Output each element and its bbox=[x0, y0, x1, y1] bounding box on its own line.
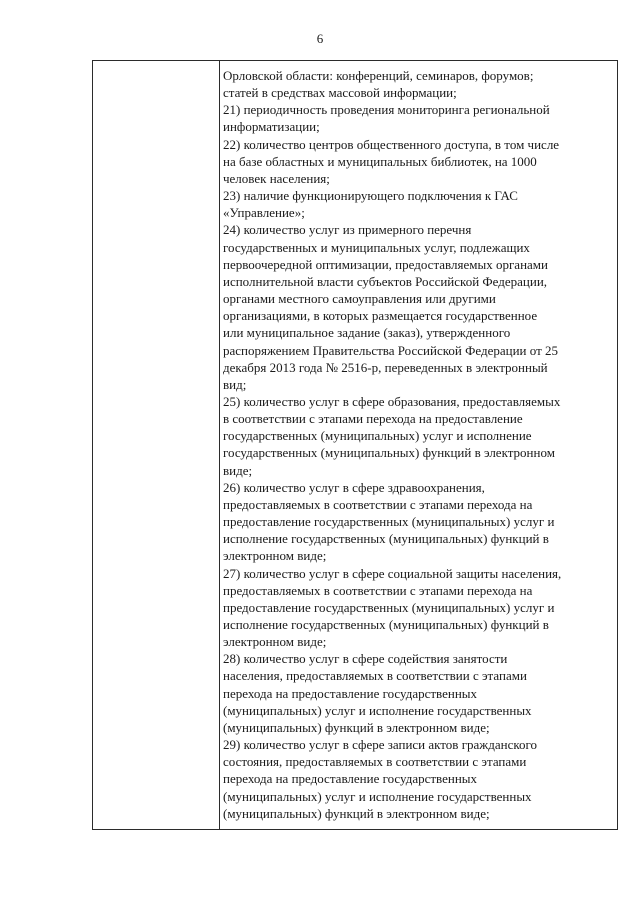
list-item bbox=[223, 479, 613, 565]
list-item-line: виде; bbox=[223, 462, 253, 478]
list-item bbox=[223, 101, 613, 135]
list-item-line: состояния, предоставляемых в соответствии с этапами bbox=[223, 754, 527, 770]
list-item-line: 25) количество услуг в сфере образования, предоставляемых bbox=[223, 393, 561, 409]
list-item-line: первоочередной оптимизации, предоставляемых органами bbox=[223, 256, 548, 272]
list-item-line: декабря 2013 года № 2516-р, переведенных в электронный bbox=[223, 359, 548, 375]
list-item-line: исполнение государственных (муниципальных) функций в bbox=[223, 531, 549, 547]
list-item-line: 23) наличие функционирующего подключения к ГАС bbox=[223, 188, 518, 204]
list-item-line: электронном виде; bbox=[223, 548, 327, 564]
list-item-line: государственных (муниципальных) услуг и исполнение bbox=[223, 428, 532, 444]
list-item-line: информатизации; bbox=[223, 119, 320, 135]
list-item-line: 27) количество услуг в сфере социальной защиты населения, bbox=[223, 565, 562, 581]
list-item-line: «Управление»; bbox=[223, 205, 305, 221]
list-item-line: на базе областных и муниципальных библиотек, на 1000 bbox=[223, 153, 537, 169]
list-item-line: предоставляемых в соответствии с этапами перехода на bbox=[223, 582, 533, 598]
list-item bbox=[223, 67, 613, 101]
list-item-line: исполнение государственных (муниципальных) функций в bbox=[223, 617, 549, 632]
list-item-line: государственных и муниципальных услуг, подлежащих bbox=[223, 239, 530, 255]
list-item-line: вид; bbox=[223, 376, 247, 392]
list-item-line: электронном виде; bbox=[223, 634, 327, 650]
list-item-line: перехода на предоставление государственных bbox=[223, 685, 478, 701]
list-item-line: 29) количество услуг в сфере записи актов гражданского bbox=[223, 737, 538, 753]
list-item-line: распоряжением Правительства Российской Федерации от 25 bbox=[223, 342, 558, 358]
list-item-line: государственных (муниципальных) функций в электронном bbox=[223, 445, 555, 461]
list-item-line: (муниципальных) услуг и исполнение государственных bbox=[223, 788, 532, 804]
list-item-line: органами местного самоуправления или другими bbox=[223, 291, 496, 307]
list-item-line: (муниципальных) функций в электронном виде; bbox=[223, 805, 490, 821]
list-item-line: перехода на предоставление государственных bbox=[223, 771, 478, 787]
page-number: 6 bbox=[316, 31, 324, 46]
list-item-line: исполнительной власти субъектов Российской Федерации, bbox=[223, 273, 548, 289]
document-table bbox=[92, 60, 618, 830]
list-item-line: человек населения; bbox=[223, 170, 330, 186]
list-item-line: или муниципальное задание (заказ), утвержденного bbox=[223, 325, 511, 341]
list-item-line: предоставляемых в соответствии с этапами перехода на bbox=[223, 496, 533, 512]
list-item-line: в соответствии с этапами перехода на предоставление bbox=[223, 411, 523, 427]
table-right-cell bbox=[223, 67, 613, 822]
table-left-cell bbox=[93, 61, 219, 829]
list-item-line: 26) количество услуг в сфере здравоохранения, bbox=[223, 479, 485, 495]
list-item bbox=[223, 736, 613, 822]
table-column-divider bbox=[219, 61, 220, 829]
list-item bbox=[223, 565, 613, 651]
list-item-line: (муниципальных) функций в электронном виде; bbox=[223, 719, 490, 735]
list-item-line: 24) количество услуг из примерного перечня bbox=[223, 222, 472, 238]
list-item-line: (муниципальных) услуг и исполнение государственных bbox=[223, 702, 532, 718]
list-item-line: предоставление государственных (муниципальных) услуг и bbox=[223, 599, 555, 615]
list-item bbox=[223, 187, 613, 221]
list-item-line: статей в средствах массовой информации; bbox=[223, 85, 457, 101]
list-item bbox=[223, 393, 613, 479]
list-item-line: 22) количество центров общественного доступа, в том числе bbox=[223, 136, 560, 152]
list-item bbox=[223, 136, 613, 187]
list-item-line: 28) количество услуг в сфере содействия занятости bbox=[223, 651, 508, 667]
list-item-line: населения, предоставляемых в соответствии с этапами bbox=[223, 668, 527, 684]
list-item-line: 21) периодичность проведения мониторинга региональной bbox=[223, 102, 550, 118]
list-item bbox=[223, 650, 613, 736]
list-item-line: предоставление государственных (муниципальных) услуг и bbox=[223, 514, 555, 530]
list-item-line: организациями, в которых размещается государственное bbox=[223, 308, 538, 324]
list-item-line: Орловской области: конференций, семинаров, форумов; bbox=[223, 68, 534, 83]
list-item bbox=[223, 221, 613, 393]
